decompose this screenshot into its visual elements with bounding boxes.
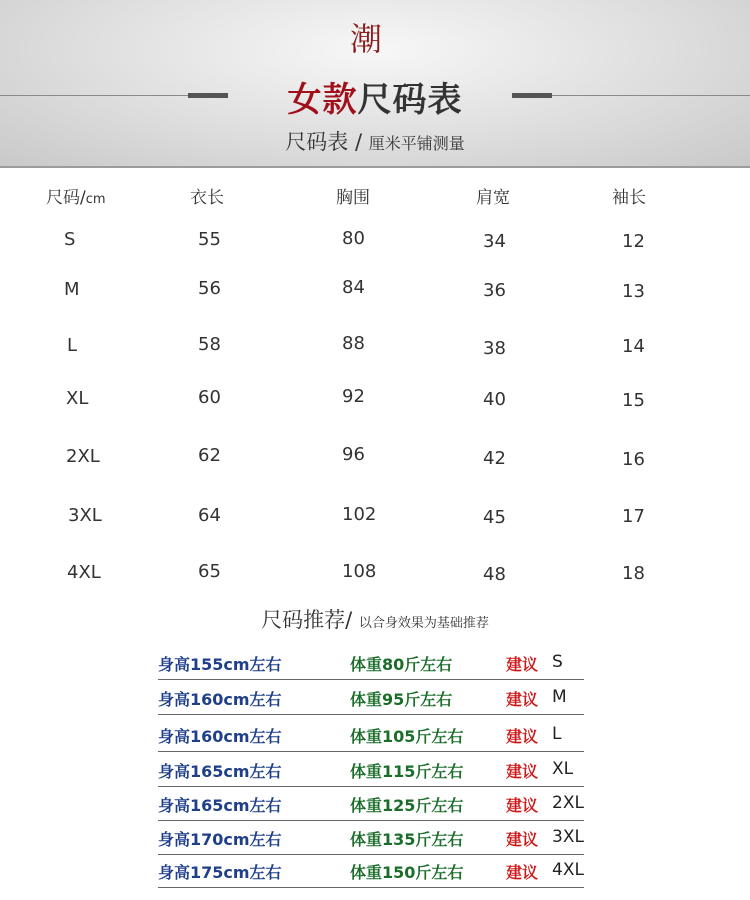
table-cell-shoulder: 40 [483, 389, 506, 410]
table-cell-size: L [67, 335, 78, 356]
header-sleeve: 袖长 [612, 188, 646, 208]
table-cell-shoulder: 45 [483, 507, 506, 528]
recommend-suggest: 建议 [506, 690, 539, 709]
recommend-weight: 体重115斤左右 [350, 762, 464, 781]
recommend-size: M [552, 687, 567, 707]
header-size [46, 183, 106, 208]
recommend-weight: 体重150斤左右 [350, 863, 464, 882]
table-cell-length: 55 [198, 229, 221, 250]
recommend-height: 身高160cm左右 [158, 727, 282, 746]
table-cell-chest: 108 [342, 561, 377, 582]
table-cell-size: 2XL [66, 446, 100, 467]
recommend-size: 2XL [552, 793, 584, 813]
recommend-size: 4XL [552, 860, 584, 880]
table-cell-size: 3XL [68, 505, 102, 526]
recommend-row [0, 827, 750, 857]
recommend-row [0, 860, 750, 890]
table-cell-length: 62 [198, 445, 221, 466]
recommend-title-main: 尺码推荐/ [261, 608, 359, 632]
recommend-weight: 体重105斤左右 [350, 727, 464, 746]
recommend-weight: 体重125斤左右 [350, 796, 464, 815]
table-cell-length: 58 [198, 334, 221, 355]
table-cell-size: 4XL [67, 562, 101, 583]
table-cell-length: 56 [198, 278, 221, 299]
table-cell-length: 60 [198, 387, 221, 408]
recommend-height: 身高165cm左右 [158, 762, 282, 781]
recommend-size: 3XL [552, 827, 584, 847]
recommend-row [0, 652, 750, 682]
title-rest: 尺码表 [357, 80, 463, 120]
table-cell-size: XL [66, 388, 89, 409]
recommend-height: 身高170cm左右 [158, 830, 282, 849]
recommend-row [0, 687, 750, 717]
header-size-unit: cm [85, 192, 106, 207]
recommend-height: 身高155cm左右 [158, 655, 282, 674]
recommend-suggest: 建议 [506, 863, 539, 882]
recommend-title [0, 604, 750, 634]
recommend-weight: 体重95斤左右 [350, 690, 453, 709]
recommend-underline [158, 786, 584, 787]
recommend-height: 身高175cm左右 [158, 863, 282, 882]
recommend-suggest: 建议 [506, 796, 539, 815]
recommend-row [0, 724, 750, 754]
subtitle-main: 尺码表 / [285, 130, 369, 154]
recommend-size: L [552, 724, 562, 744]
table-cell-length: 65 [198, 561, 221, 582]
recommend-underline [158, 714, 584, 715]
header-length: 衣长 [190, 188, 224, 208]
table-cell-sleeve: 15 [622, 390, 645, 411]
table-cell-sleeve: 13 [622, 281, 645, 302]
table-cell-chest: 80 [342, 228, 365, 249]
recommend-underline [158, 751, 584, 752]
recommend-row [0, 793, 750, 823]
recommend-underline [158, 679, 584, 680]
recommend-suggest: 建议 [506, 655, 539, 674]
recommend-suggest: 建议 [506, 727, 539, 746]
table-cell-shoulder: 38 [483, 338, 506, 359]
table-cell-sleeve: 16 [622, 449, 645, 470]
logo-seal: 潮 [349, 20, 382, 58]
table-cell-shoulder: 48 [483, 564, 506, 585]
table-cell-shoulder: 42 [483, 448, 506, 469]
recommend-suggest: 建议 [506, 830, 539, 849]
table-cell-size: S [64, 229, 76, 250]
recommend-size: S [552, 652, 563, 672]
recommend-title-note: 以合身效果为基础推荐 [358, 616, 489, 631]
table-cell-chest: 84 [342, 277, 365, 298]
recommend-underline [158, 887, 584, 888]
recommend-underline [158, 820, 584, 821]
header-chest: 胸围 [336, 188, 370, 208]
table-cell-sleeve: 18 [622, 563, 645, 584]
recommend-suggest: 建议 [506, 762, 539, 781]
title-highlight: 女款 [287, 80, 358, 120]
table-cell-shoulder: 34 [483, 231, 506, 252]
table-cell-size: M [64, 279, 80, 300]
table-cell-sleeve: 12 [622, 231, 645, 252]
table-cell-chest: 88 [342, 333, 365, 354]
table-cell-shoulder: 36 [483, 280, 506, 301]
recommend-weight: 体重80斤左右 [350, 655, 453, 674]
recommend-height: 身高165cm左右 [158, 796, 282, 815]
table-cell-chest: 92 [342, 386, 365, 407]
recommend-row [0, 759, 750, 789]
recommend-height: 身高160cm左右 [158, 690, 282, 709]
header-size-label: 尺码/ [46, 188, 86, 208]
recommend-size: XL [552, 759, 574, 779]
table-cell-sleeve: 14 [622, 336, 645, 357]
recommend-underline [158, 854, 584, 855]
table-cell-sleeve: 17 [622, 506, 645, 527]
table-cell-length: 64 [198, 505, 221, 526]
subtitle-note: 厘米平铺测量 [368, 134, 465, 153]
table-cell-chest: 102 [342, 504, 377, 525]
table-cell-chest: 96 [342, 444, 365, 465]
recommend-weight: 体重135斤左右 [350, 830, 464, 849]
header-shoulder: 肩宽 [476, 188, 510, 208]
